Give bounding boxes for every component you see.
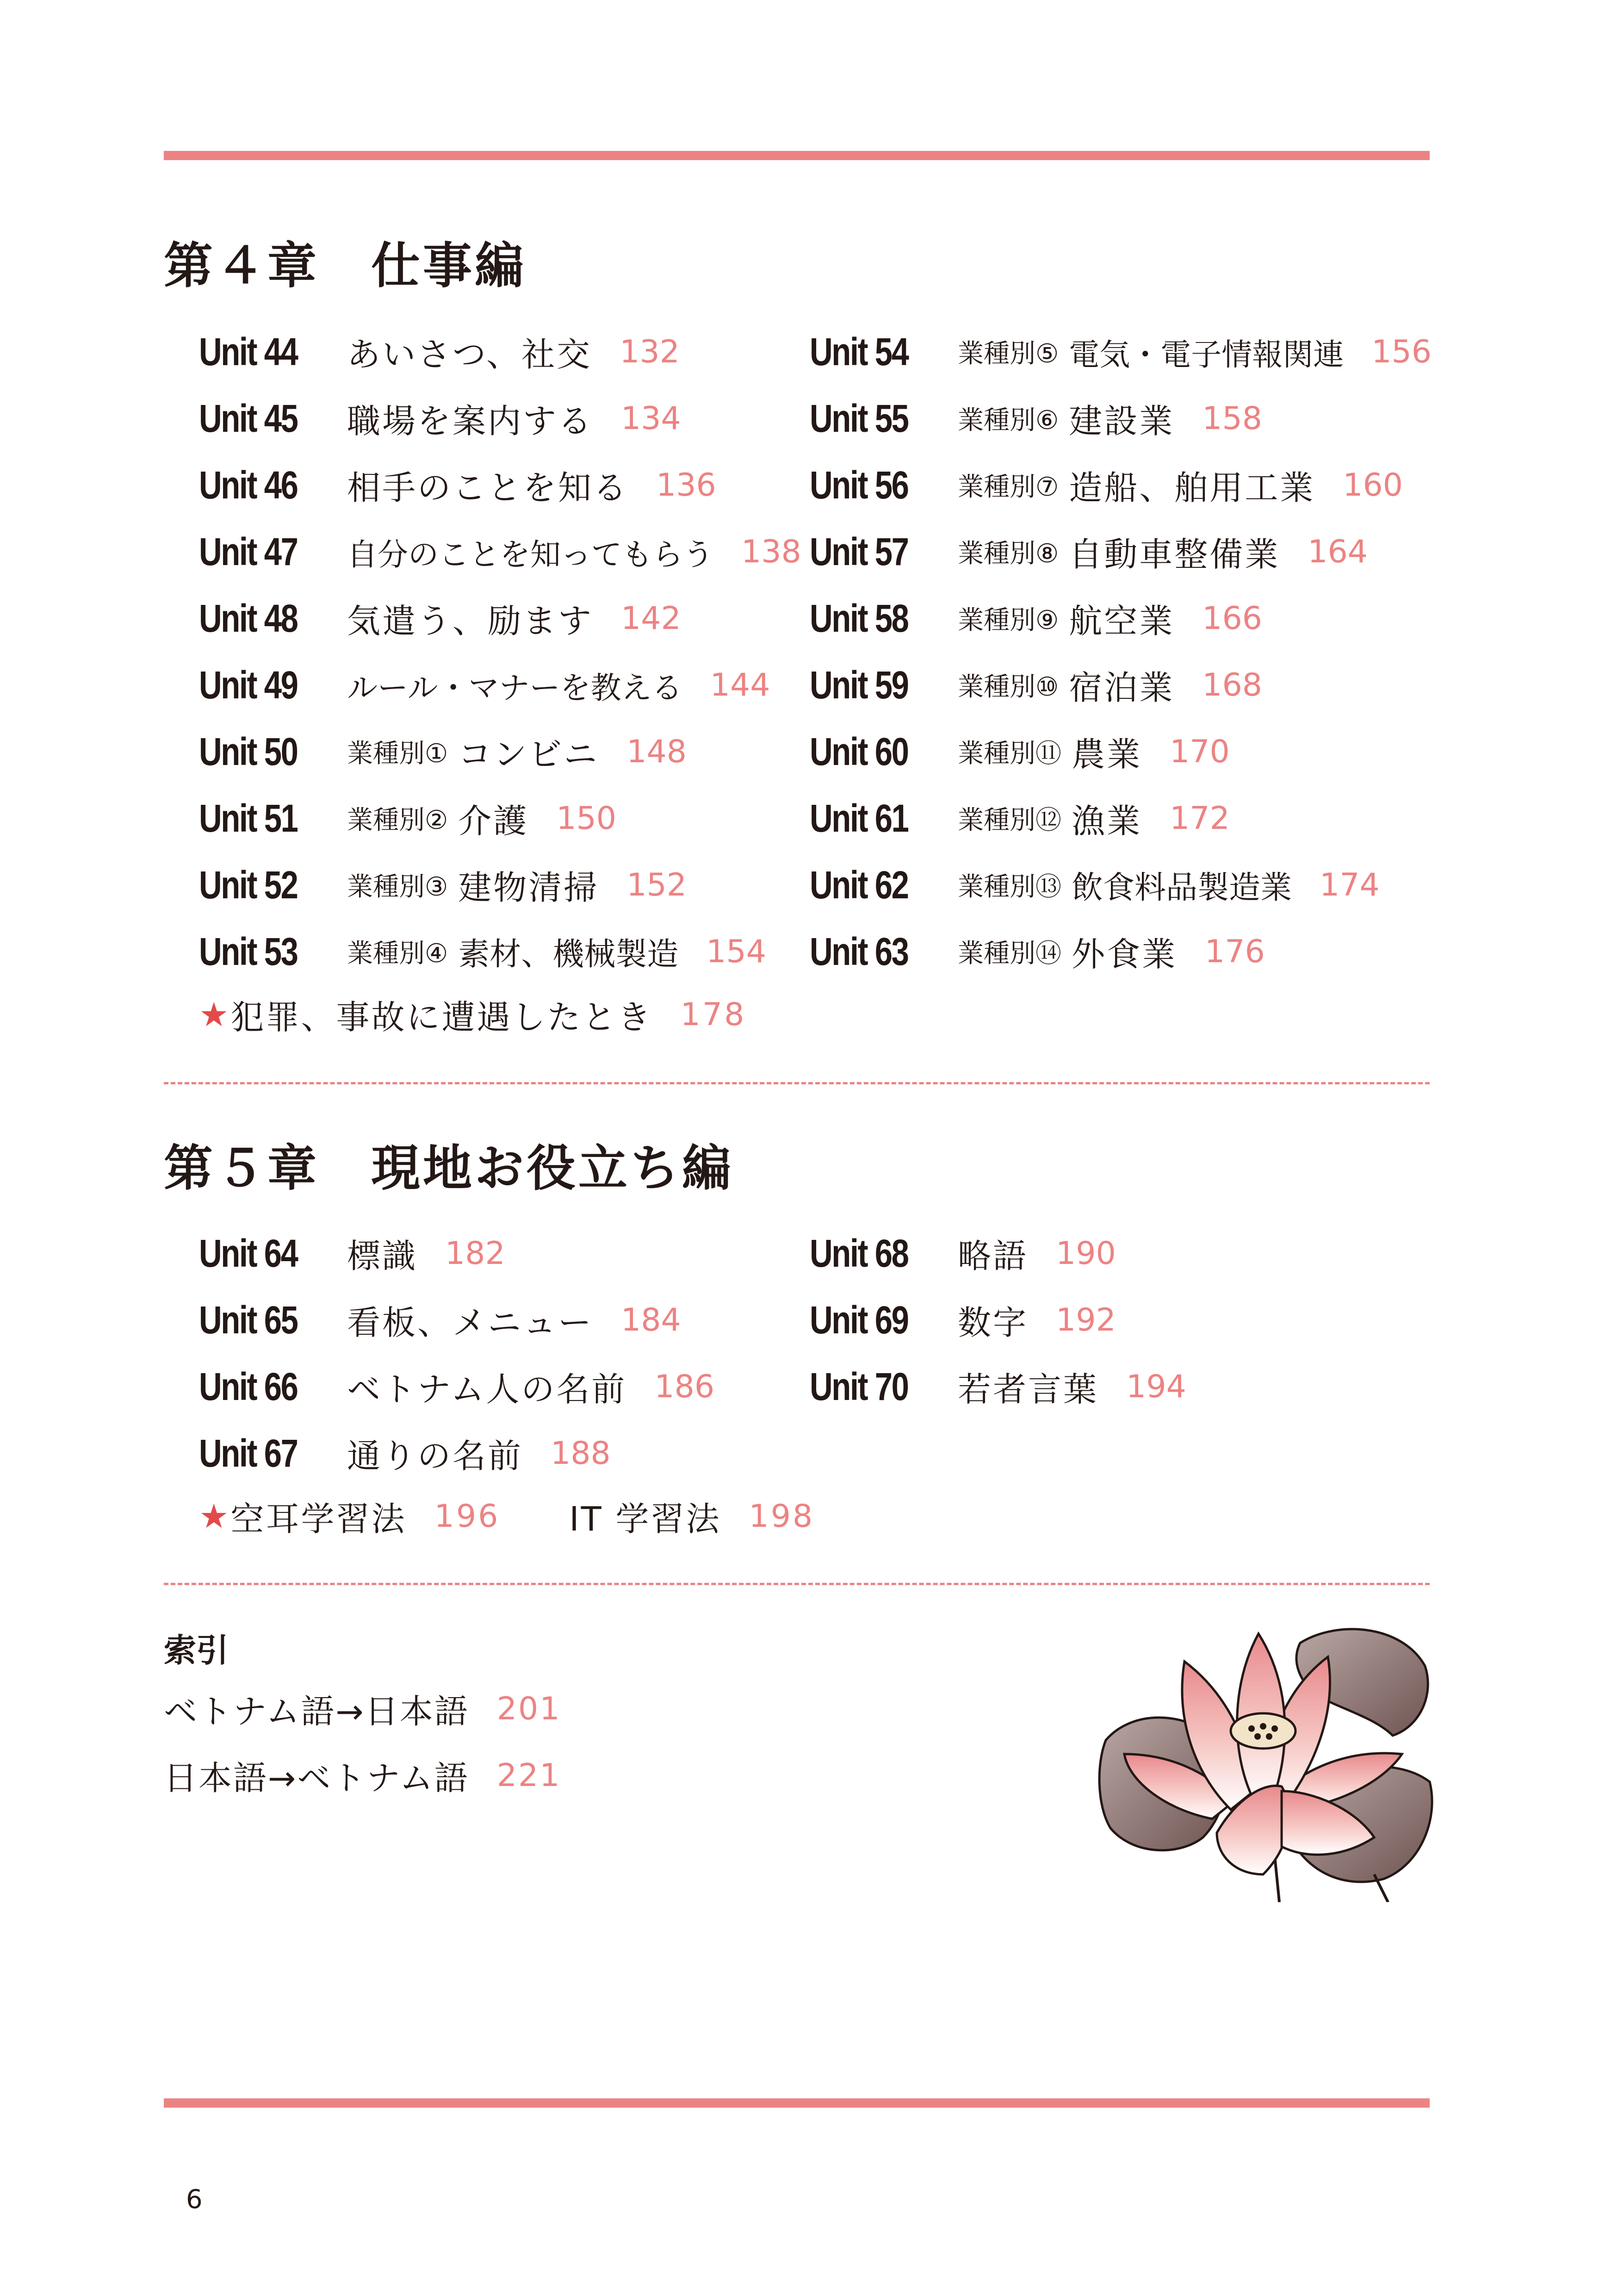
unit-number: Unit 61 — [810, 796, 908, 840]
unit-number: Unit 68 — [810, 1231, 908, 1275]
toc-row[interactable] — [199, 385, 847, 452]
star-icon: ★ — [199, 995, 231, 1034]
unit-title: 造船、舶用工業 — [1069, 468, 1315, 507]
industry-category: 業種別① — [347, 739, 448, 769]
toc-row[interactable] — [810, 852, 1457, 918]
unit-number: Unit 52 — [199, 863, 298, 907]
chapter-5-right-column — [810, 1220, 1457, 1420]
toc-row[interactable] — [199, 852, 847, 918]
toc-row[interactable] — [199, 318, 847, 385]
unit-number: Unit 55 — [810, 396, 908, 440]
toc-row[interactable] — [199, 652, 847, 718]
unit-title: ベトナム人の名前 — [347, 1370, 627, 1409]
toc-row[interactable] — [199, 1287, 847, 1353]
unit-number: Unit 56 — [810, 463, 908, 507]
page-number: 158 — [1202, 400, 1263, 437]
toc-row[interactable] — [199, 518, 847, 585]
unit-title: 介護 — [458, 802, 529, 840]
index-row[interactable] — [164, 1751, 561, 1799]
industry-category: 業種別⑥ — [958, 405, 1059, 436]
unit-number: Unit 58 — [810, 596, 908, 640]
section-divider — [164, 1082, 1430, 1084]
industry-category: 業種別⑭ — [958, 939, 1061, 969]
page-number: 190 — [1056, 1235, 1116, 1272]
index-title: 索引 — [164, 1631, 229, 1669]
unit-number: Unit 47 — [199, 529, 298, 573]
chapter-4-right-column — [810, 318, 1457, 985]
toc-row[interactable] — [199, 918, 847, 985]
industry-category: 業種別⑦ — [958, 472, 1059, 502]
unit-number: Unit 67 — [199, 1431, 298, 1475]
page-number: 192 — [1056, 1301, 1116, 1338]
page-number: 144 — [710, 666, 770, 703]
unit-title: 相手のことを知る — [347, 468, 629, 507]
page-number: 166 — [1202, 600, 1263, 637]
unit-title: 略語 — [958, 1237, 1029, 1276]
extra-title: 犯罪、事故に遭遇したとき — [230, 998, 653, 1037]
unit-number: Unit 69 — [810, 1298, 908, 1342]
toc-row[interactable] — [199, 718, 847, 785]
unit-title: ルール・マナーを教える — [347, 670, 682, 706]
chapter-5-extra-items — [199, 1492, 814, 1540]
toc-row[interactable] — [810, 652, 1457, 718]
page-number: 182 — [445, 1235, 505, 1272]
industry-category: 業種別⑪ — [958, 739, 1061, 769]
chapter-5-title: 第５章 現地お役立ち編 — [164, 1140, 734, 1197]
lotus-flower-icon — [1097, 1615, 1434, 1902]
unit-number: Unit 62 — [810, 863, 908, 907]
page-number: 174 — [1320, 866, 1380, 903]
unit-number: Unit 60 — [810, 729, 908, 773]
page-number: 168 — [1202, 666, 1263, 703]
page-number: 196 — [434, 1498, 500, 1535]
unit-title: 若者言葉 — [958, 1370, 1099, 1409]
page-number: 164 — [1308, 533, 1368, 570]
industry-category: 業種別⑨ — [958, 605, 1059, 635]
toc-row[interactable] — [810, 918, 1457, 985]
section-divider — [164, 1583, 1430, 1585]
chapter-4-title: 第４章 仕事編 — [164, 237, 527, 294]
unit-title: 素材、機械製造 — [458, 936, 679, 973]
page-number: 176 — [1205, 933, 1265, 970]
page-number: 136 — [656, 467, 716, 504]
chapter-4-extra-item[interactable] — [199, 990, 746, 1039]
toc-row[interactable] — [810, 718, 1457, 785]
unit-title: コンビニ — [458, 735, 599, 774]
index-title-text: ベトナム語→日本語 — [164, 1692, 469, 1731]
page-number: 150 — [556, 800, 617, 837]
page-number: 188 — [551, 1435, 611, 1472]
unit-title: あいさつ、社交 — [347, 335, 592, 374]
top-rule — [164, 151, 1430, 160]
unit-number: Unit 59 — [810, 663, 908, 707]
page-number: 186 — [654, 1368, 715, 1405]
unit-number: Unit 64 — [199, 1231, 298, 1275]
industry-category: 業種別④ — [347, 939, 448, 969]
toc-row[interactable] — [199, 452, 847, 518]
unit-number: Unit 49 — [199, 663, 298, 707]
page-number: 201 — [496, 1690, 561, 1727]
unit-number: Unit 57 — [810, 529, 908, 573]
unit-number: Unit 53 — [199, 929, 298, 973]
unit-number: Unit 45 — [199, 396, 298, 440]
page-number: 154 — [706, 933, 767, 970]
unit-number: Unit 65 — [199, 1298, 298, 1342]
unit-title: 農業 — [1072, 735, 1142, 774]
industry-category: 業種別② — [347, 805, 448, 835]
toc-row[interactable] — [199, 585, 847, 652]
page-number: 148 — [626, 733, 687, 770]
industry-category: 業種別⑫ — [958, 805, 1061, 835]
unit-title: 航空業 — [1069, 602, 1175, 641]
toc-row[interactable] — [810, 585, 1457, 652]
chapter-5-left-column — [199, 1220, 847, 1487]
page-number: 198 — [749, 1498, 815, 1535]
page-number: 184 — [621, 1301, 681, 1338]
unit-number: Unit 44 — [199, 330, 298, 373]
toc-row[interactable] — [810, 518, 1457, 585]
bottom-rule — [164, 2098, 1430, 2108]
unit-title: 看板、メニュー — [347, 1303, 594, 1342]
toc-row[interactable] — [810, 318, 1457, 385]
page-number: 138 — [741, 533, 801, 570]
unit-title: 職場を案内する — [347, 402, 594, 441]
unit-number: Unit 46 — [199, 463, 298, 507]
toc-row[interactable] — [810, 1287, 1457, 1353]
unit-title: 漁業 — [1072, 802, 1142, 840]
unit-title: 数字 — [958, 1303, 1029, 1342]
unit-title: 電気・電子情報関連 — [1069, 336, 1344, 373]
unit-number: Unit 48 — [199, 596, 298, 640]
unit-title: 標識 — [347, 1237, 418, 1276]
unit-number: Unit 70 — [810, 1364, 908, 1408]
unit-number: Unit 50 — [199, 729, 298, 773]
industry-category: 業種別③ — [347, 872, 448, 902]
unit-number: Unit 51 — [199, 796, 298, 840]
page-number: 132 — [620, 333, 680, 370]
industry-category: 業種別⑧ — [958, 539, 1059, 569]
unit-title: 自動車整備業 — [1069, 535, 1280, 574]
toc-row[interactable] — [199, 1353, 847, 1420]
page-number: 172 — [1170, 800, 1230, 837]
extra-title[interactable]: 空耳学習法 — [230, 1500, 407, 1538]
industry-category: 業種別⑬ — [958, 872, 1061, 902]
page-number: 134 — [621, 400, 681, 437]
unit-title: 気遣う、励ます — [347, 602, 594, 641]
index-title-text: 日本語→ベトナム語 — [164, 1759, 469, 1798]
toc-row[interactable] — [199, 785, 847, 852]
toc-row[interactable] — [810, 1353, 1457, 1420]
page-number: 152 — [626, 866, 687, 903]
toc-row[interactable] — [199, 1420, 847, 1487]
page-number: 156 — [1371, 333, 1432, 370]
chapter-4-left-column — [199, 318, 847, 985]
unit-title: 自分のことを知ってもらう — [347, 536, 713, 572]
extra-title[interactable]: IT 学習法 — [569, 1500, 721, 1538]
unit-title: 建物清掃 — [458, 868, 599, 907]
star-icon: ★ — [199, 1497, 231, 1536]
toc-row[interactable] — [810, 1220, 1457, 1287]
unit-title: 外食業 — [1072, 935, 1178, 974]
unit-number: Unit 63 — [810, 929, 908, 973]
unit-title: 建設業 — [1069, 402, 1175, 441]
page-number: 160 — [1343, 467, 1403, 504]
page-number: 178 — [680, 996, 746, 1033]
page-number: 221 — [496, 1757, 561, 1794]
unit-title: 宿泊業 — [1069, 668, 1175, 707]
page-folio: 6 — [186, 2184, 203, 2215]
page-number: 170 — [1170, 733, 1230, 770]
industry-category: 業種別⑤ — [958, 339, 1059, 369]
industry-category: 業種別⑩ — [958, 672, 1059, 702]
unit-number: Unit 54 — [810, 330, 908, 373]
toc-row[interactable] — [199, 1220, 847, 1287]
index-row[interactable] — [164, 1685, 561, 1733]
unit-number: Unit 66 — [199, 1364, 298, 1408]
page-number: 194 — [1126, 1368, 1186, 1405]
toc-row[interactable] — [810, 785, 1457, 852]
page-number: 142 — [621, 600, 681, 637]
toc-row[interactable] — [810, 452, 1457, 518]
unit-title: 通りの名前 — [347, 1437, 523, 1475]
toc-row[interactable] — [810, 385, 1457, 452]
unit-title: 飲食料品製造業 — [1072, 869, 1292, 906]
